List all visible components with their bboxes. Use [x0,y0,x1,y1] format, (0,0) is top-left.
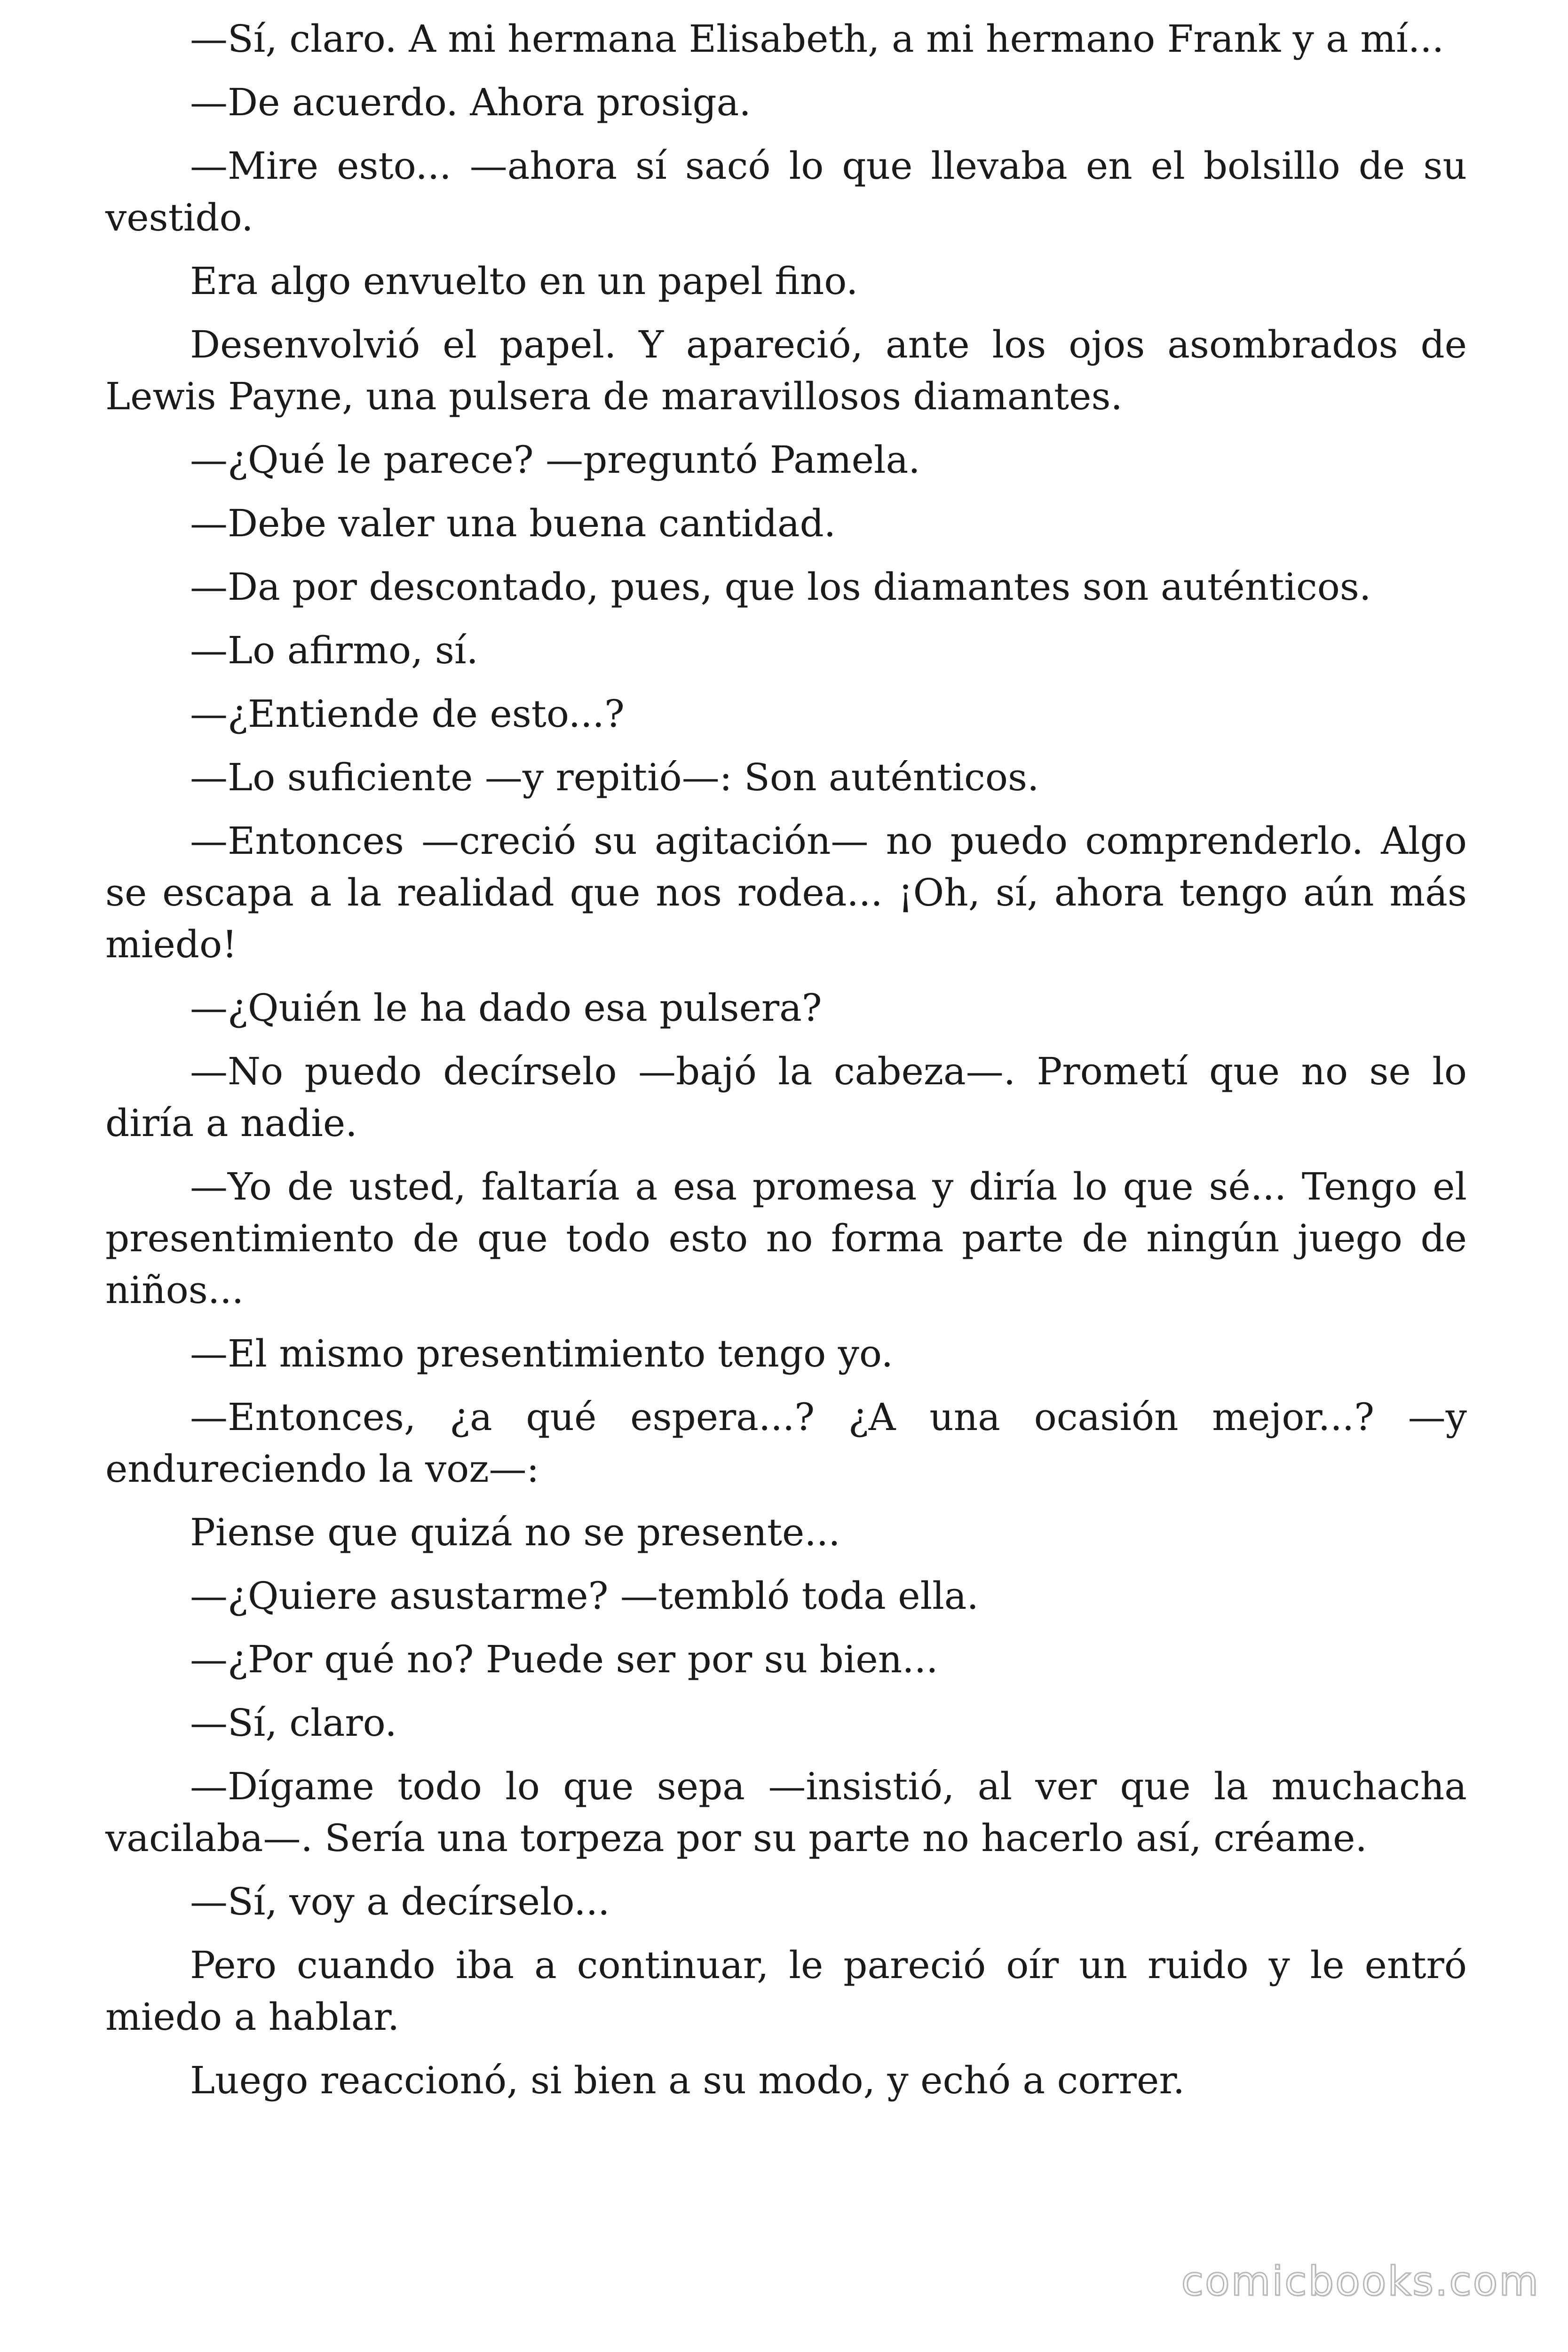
paragraph: —De acuerdo. Ahora prosiga. [190,80,751,124]
paragraph: —Lo afirmo, sí. [190,628,478,672]
paragraph: —Entonces —creció su agitación— no puedo comprenderlo. Algo se escapa a la realidad que nos rodea... ¡Oh, sí, ahora tengo aún más miedo! [105,819,1467,966]
paragraph: —Yo de usted, faltaría a esa promesa y diría lo que sé... Tengo el presentimiento de que todo esto no forma parte de ningún juego de niños... [105,1165,1467,1312]
paragraph: —Da por descontado, pues, que los diamantes son auténticos. [190,565,1371,609]
page-text [105,13,1467,2118]
paragraph: —Debe valer una buena cantidad. [190,501,836,545]
paragraph: Era algo envuelto en un papel fino. [190,259,858,303]
paragraph: —No puedo decírselo —bajó la cabeza—. Prometí que no se lo diría a nadie. [105,1049,1467,1145]
paragraph: —Dígame todo lo que sepa —insistió, al ver que la muchacha vacilaba—. Sería una torpeza por su parte no hacerlo así, créame. [105,1764,1467,1860]
paragraph: Piense que quizá no se presente... [190,1510,840,1554]
paragraph: —¿Quiere asustarme? —tembló toda ella. [190,1574,979,1618]
paragraph: —El mismo presentimiento tengo yo. [190,1332,894,1375]
paragraph: Luego reaccionó, si bien a su modo, y echó a correr. [190,2058,1185,2102]
paragraph: —Mire esto... —ahora sí sacó lo que llevaba en el bolsillo de su vestido. [105,144,1467,239]
paragraph: —Lo suficiente —y repitió—: Son auténticos. [190,755,1039,799]
paragraph: —Sí, voy a decírselo... [190,1880,610,1923]
watermark: comicbooks.com [1181,2258,1540,2305]
paragraph: Desenvolvió el papel. Y apareció, ante los ojos asombrados de Lewis Payne, una pulsera de maravillosos diamantes. [105,323,1467,418]
paragraph: —¿Por qué no? Puede ser por su bien... [190,1637,938,1681]
paragraph: —Sí, claro. [190,1701,397,1745]
paragraph: —¿Entiende de esto...? [190,692,625,736]
paragraph: —¿Qué le parece? —preguntó Pamela. [190,438,920,482]
paragraph: —¿Quién le ha dado esa pulsera? [190,986,822,1030]
paragraph: —Sí, claro. A mi hermana Elisabeth, a mi hermano Frank y a mí... [190,17,1444,61]
paragraph: Pero cuando iba a continuar, le pareció oír un ruido y le entró miedo a hablar. [105,1943,1467,2039]
paragraph: —Entonces, ¿a qué espera...? ¿A una ocasión mejor...? —y endureciendo la voz—: [105,1395,1467,1491]
